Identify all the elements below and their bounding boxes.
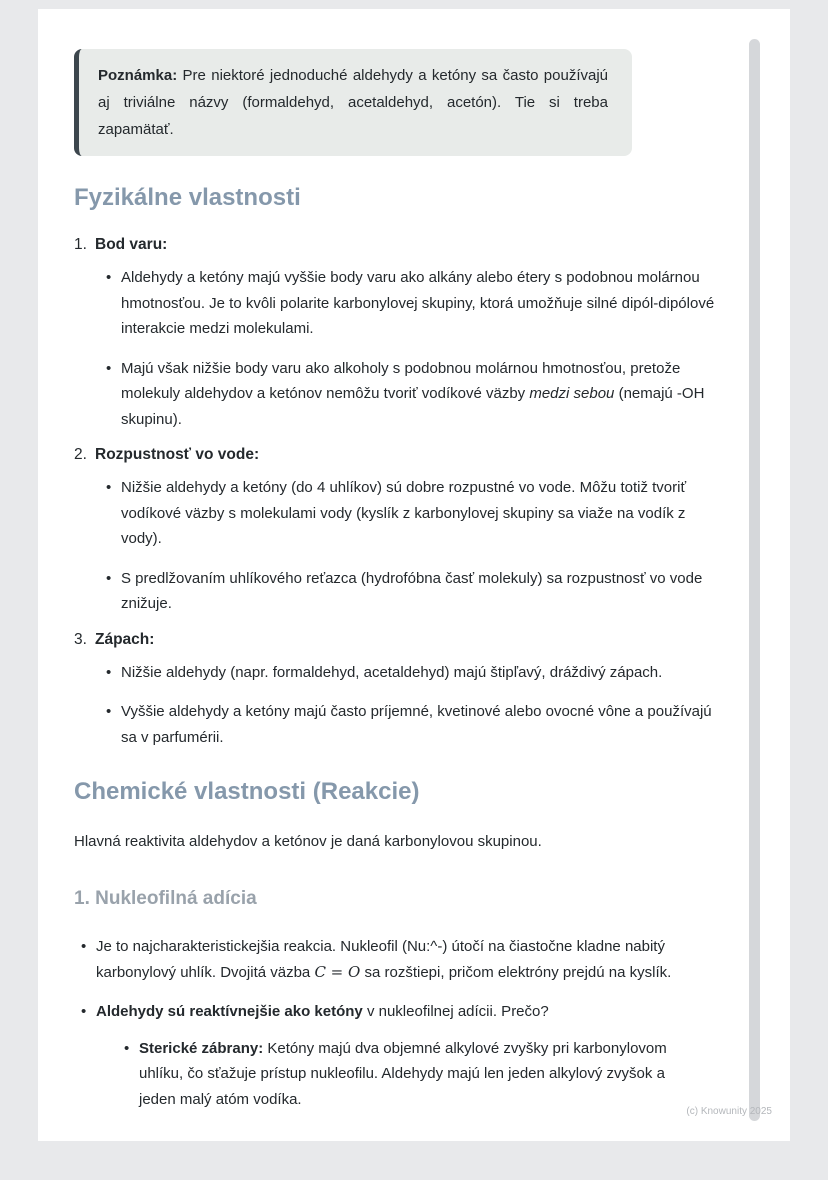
copyright-watermark: (c) Knowunity 2025 <box>686 1106 772 1117</box>
subsection-title-nucleophilic-addition: 1. Nukleofilná adícia <box>74 888 257 909</box>
chemical-intro-paragraph: Hlavná reaktivita aldehydov a ketónov je daná karbonylovou skupinou. <box>74 833 542 850</box>
note-text <box>98 62 608 143</box>
list-item-odor <box>74 631 758 751</box>
note-callout <box>74 49 632 156</box>
list-item-solubility <box>74 446 758 617</box>
list-item <box>123 1036 703 1113</box>
note-label: Poznámka: <box>98 67 178 84</box>
list-item-label: Rozpustnosť vo vode: <box>95 446 260 463</box>
list-item <box>80 934 720 985</box>
list-item <box>105 475 717 552</box>
bullet-text-bold: Aldehydy sú reaktívnejšie ako ketóny <box>96 1003 363 1020</box>
bullet-text: Aldehydy a ketóny majú vyššie body varu ako alkány alebo étery s podobnou molárnou hmotnosťou. Je to kvôli polarite karbonylovej skupiny, ktorá umožňuje silné dipól-dipólové interakcie medzi molekulami. <box>121 269 715 337</box>
physical-properties-list <box>74 236 758 750</box>
nucleophilic-addition-list <box>80 934 758 1112</box>
sub-bullet-rest: Ketóny majú dva objemné alkylové zvyšky pri karbonylovom uhlíku, čo sťažuje prístup nukleofilu. Aldehydy majú len jeden alkylový zvyšok a jeden malý atóm vodíka. <box>139 1039 667 1108</box>
list-item-number: 2. <box>74 446 87 463</box>
scrollbar-thumb[interactable] <box>749 39 760 1121</box>
bullet-text-pre: Majú však nižšie body varu ako alkoholy s podobnou molárnou hmotnosťou, pretože molekuly aldehydov a ketónov nemôžu tvoriť vodíkové väzby <box>121 359 681 402</box>
bullet-text-post: (nemajú -OH skupinu). <box>121 385 705 428</box>
bullet-text: Vyššie aldehydy a ketóny majú často príjemné, kvetinové alebo ovocné vône a používajú sa v parfumérii. <box>121 703 712 746</box>
list-item <box>105 265 717 342</box>
bullet-text-rest: v nukleofilnej adícii. Prečo? <box>362 1003 549 1020</box>
note-body: Pre niektoré jednoduché aldehydy a ketóny sa často používajú aj triviálne názvy (formaldehyd, acetaldehyd, acetón). Tie si treba zapamätať. <box>98 67 608 138</box>
bullet-list <box>105 475 758 617</box>
list-item-heading <box>74 446 758 464</box>
sub-bullet-bold: Sterické zábrany: <box>139 1039 264 1057</box>
list-item <box>105 660 717 686</box>
list-item-heading <box>74 631 758 649</box>
bullet-text: Nižšie aldehydy (napr. formaldehyd, acetaldehyd) majú štipľavý, dráždivý zápach. <box>121 663 663 681</box>
bullet-list <box>105 660 758 751</box>
list-item-label: Bod varu: <box>95 236 168 253</box>
bullet-list <box>105 265 758 432</box>
bullet-text-italic: medzi sebou <box>529 385 615 402</box>
list-item-number: 1. <box>74 236 87 253</box>
bullet-text: Nižšie aldehydy a ketóny (do 4 uhlíkov) sú dobre rozpustné vo vode. Môžu totiž tvoriť vodíkové väzby s molekulami vody (kyslík z karbonylovej skupiny sa viaže na vodík z vody). <box>121 479 687 547</box>
math-formula: C = O <box>314 962 361 981</box>
section-title-chemical: Chemické vlastnosti (Reakcie) <box>74 778 420 805</box>
bullet-text-post: sa rozštiepi, pričom elektróny prejdú na kyslík. <box>360 963 672 981</box>
section-title-physical: Fyzikálne vlastnosti <box>74 184 301 211</box>
list-item <box>80 999 720 1112</box>
document-page <box>38 9 790 1141</box>
list-item-number: 3. <box>74 630 87 648</box>
list-item-label: Zápach: <box>95 630 155 648</box>
list-item <box>105 699 717 750</box>
list-item-heading <box>74 236 758 254</box>
list-item <box>105 566 717 617</box>
bullet-text-pre: Je to najcharakteristickejšia reakcia. Nukleofil (Nu:^-) útočí na čiastočne kladne nabitý karbonylový uhlík. Dvojitá väzba <box>96 938 665 981</box>
bullet-text: S predlžovaním uhlíkového reťazca (hydrofóbna časť molekuly) sa rozpustnosť vo vode znižuje. <box>121 569 703 612</box>
sub-bullet-list <box>123 1036 720 1113</box>
list-item-boiling-point <box>74 236 758 432</box>
list-item <box>105 356 717 433</box>
